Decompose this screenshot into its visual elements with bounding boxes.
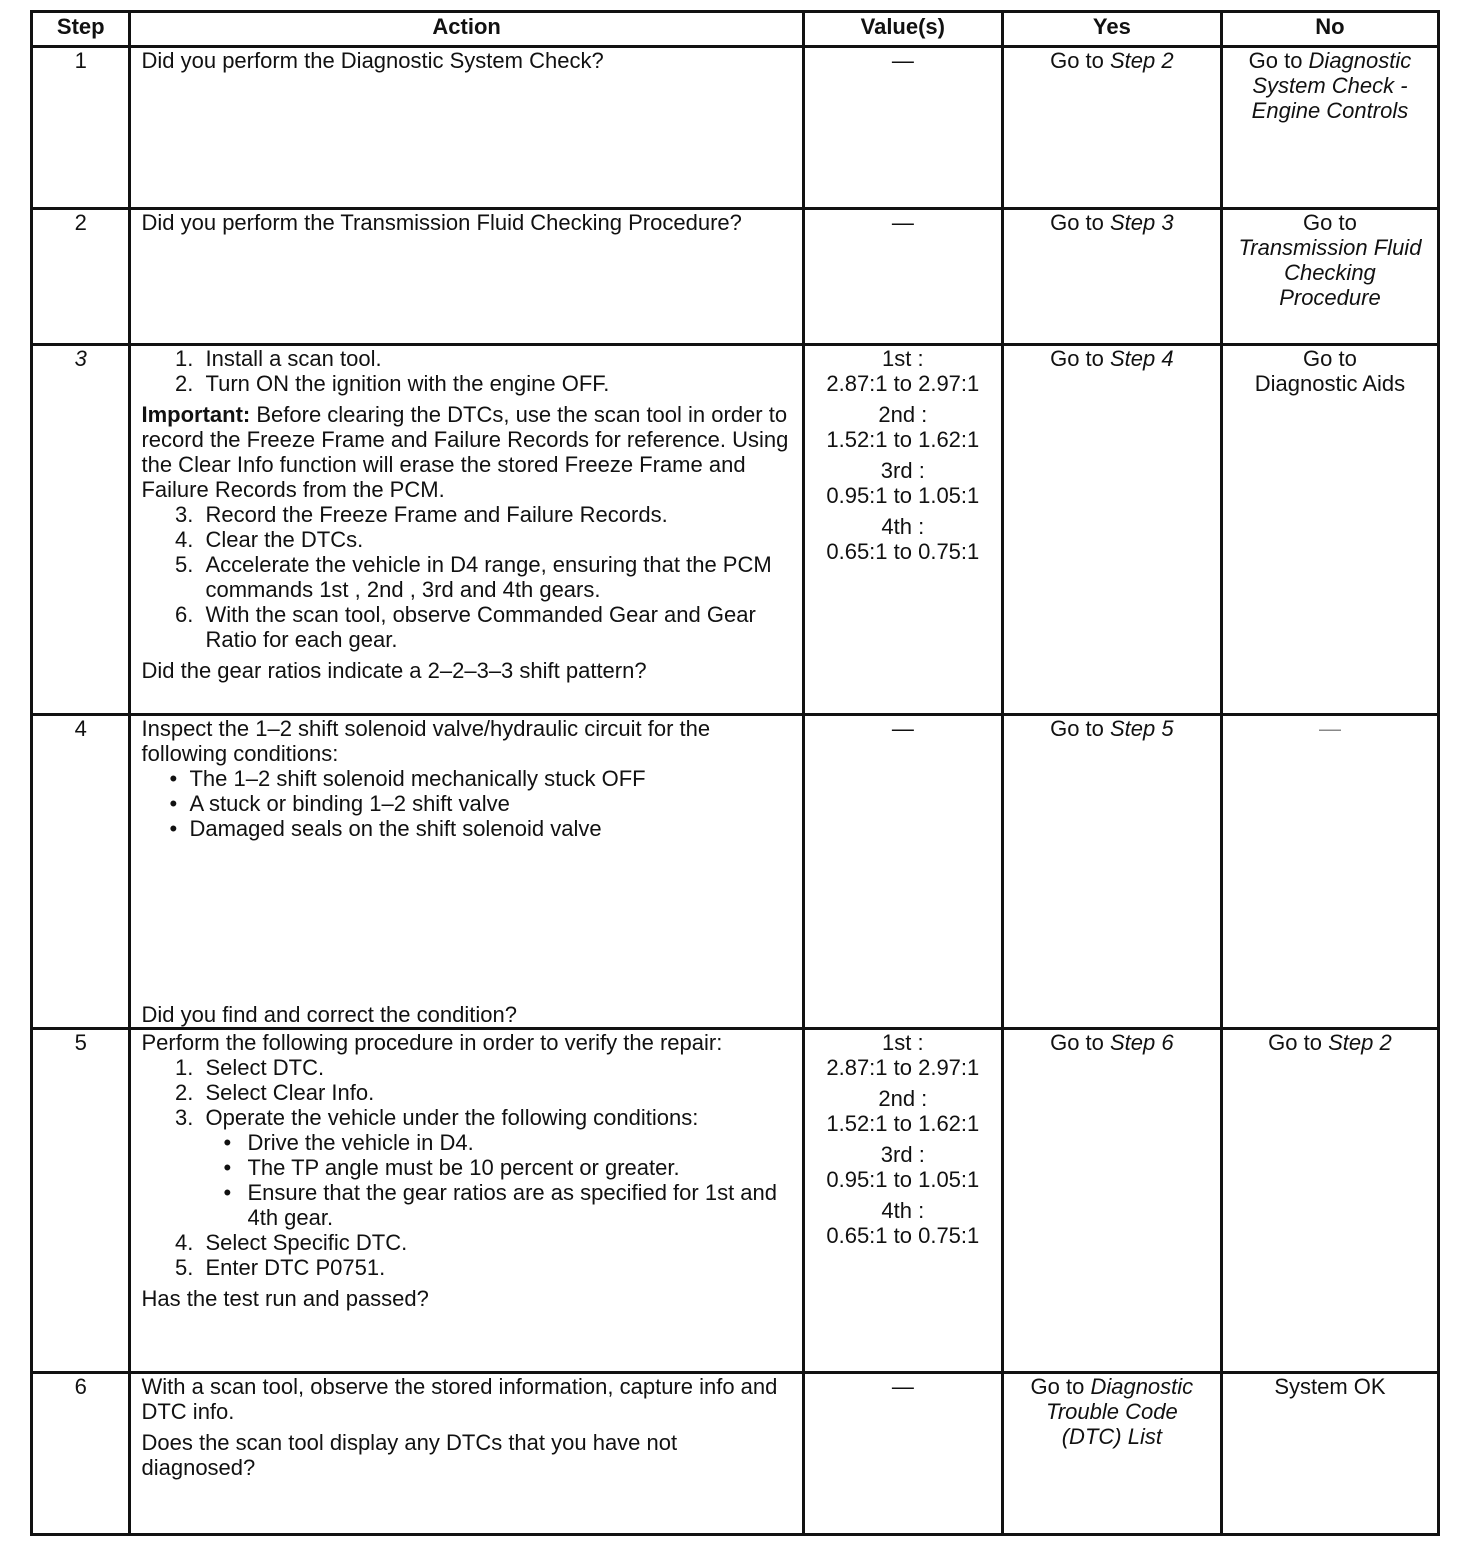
gear-range: 0.95:1 to 1.05:1 <box>826 483 980 508</box>
no-cell <box>1221 47 1438 209</box>
gear-label: 3rd : <box>880 458 925 483</box>
no-cell: — <box>1221 715 1438 1029</box>
no-link[interactable]: Step 2 <box>1328 1030 1392 1055</box>
value-cell: — <box>803 47 1002 209</box>
gear-label: 1st : <box>882 1030 924 1055</box>
action-content <box>141 716 791 1027</box>
action-cell <box>130 715 803 1029</box>
step-number: 6 <box>32 1373 130 1535</box>
table-row <box>32 1373 1439 1535</box>
header-no: No <box>1221 12 1438 47</box>
question-text: Does the scan tool display any DTCs that you have not diagnosed? <box>141 1430 678 1480</box>
condition-list <box>205 1130 791 1230</box>
table-row <box>32 1029 1439 1373</box>
list-item <box>199 1105 791 1230</box>
question-text: Has the test run and passed? <box>141 1286 429 1311</box>
yes-link[interactable]: Step 4 <box>1110 346 1174 371</box>
procedure-list <box>141 1055 791 1280</box>
gear-label: 1st : <box>882 346 924 371</box>
yes-link[interactable]: Step 6 <box>1110 1030 1174 1055</box>
list-item: • The 1–2 shift solenoid mechanically stuck OFF <box>189 766 791 791</box>
gear-range: 2.87:1 to 2.97:1 <box>826 1055 980 1080</box>
value-cell: — <box>803 1373 1002 1535</box>
yes-prefix: Go to <box>1050 346 1110 371</box>
list-item: 6. With the scan tool, observe Commanded Gear and Gear Ratio for each gear. <box>199 602 791 652</box>
list-item: 1. Install a scan tool. <box>199 346 791 371</box>
gear-ratio <box>815 1030 991 1080</box>
yes-cell <box>1002 1373 1221 1535</box>
list-item: 2. Turn ON the ignition with the engine OFF. <box>199 371 791 396</box>
yes-link[interactable]: Step 2 <box>1110 48 1174 73</box>
value-cell <box>803 345 1002 715</box>
action-cell <box>130 1029 803 1373</box>
important-note <box>141 402 791 502</box>
list-item: • The TP angle must be 10 percent or greater. <box>241 1155 791 1180</box>
gear-ratio <box>815 1198 991 1248</box>
no-cell <box>1221 209 1438 345</box>
intro-text: Inspect the 1–2 shift solenoid valve/hydraulic circuit for the following conditions: <box>141 716 711 766</box>
no-prefix: Go to <box>1303 346 1357 371</box>
list-item: 5. Enter DTC P0751. <box>199 1255 791 1280</box>
list-item: 4. Select Specific DTC. <box>199 1230 791 1255</box>
no-prefix: Go to <box>1248 48 1309 73</box>
gear-ratio <box>815 1086 991 1136</box>
question-text: Did the gear ratios indicate a 2–2–3–3 shift pattern? <box>141 658 647 683</box>
no-cell: System OK <box>1221 1373 1438 1535</box>
yes-link[interactable]: Step 5 <box>1110 716 1174 741</box>
no-link[interactable]: Transmission Fluid Checking Procedure <box>1238 235 1422 310</box>
header-values: Value(s) <box>803 12 1002 47</box>
step-number: 4 <box>32 715 130 1029</box>
gear-label: 2nd : <box>878 1086 928 1111</box>
gear-label: 2nd : <box>878 402 928 427</box>
yes-cell <box>1002 47 1221 209</box>
diagnostic-table <box>30 10 1440 1536</box>
list-item: • Damaged seals on the shift solenoid valve <box>189 816 791 841</box>
yes-cell <box>1002 715 1221 1029</box>
yes-prefix: Go to <box>1050 210 1110 235</box>
step-number: 2 <box>32 209 130 345</box>
list-item: 2. Select Clear Info. <box>199 1080 791 1105</box>
action-top <box>141 716 791 841</box>
yes-cell <box>1002 345 1221 715</box>
action-cell <box>130 47 803 209</box>
no-prefix: Go to <box>1303 210 1357 235</box>
question-text: Did you find and correct the condition? <box>141 1002 517 1027</box>
action-cell <box>130 345 803 715</box>
table-row <box>32 715 1439 1029</box>
yes-link[interactable]: Step 3 <box>1110 210 1174 235</box>
list-item-text: Operate the vehicle under the following conditions: <box>205 1105 699 1130</box>
procedure-list <box>141 346 791 396</box>
gear-range: 1.52:1 to 1.62:1 <box>826 427 980 452</box>
list-item: • A stuck or binding 1–2 shift valve <box>189 791 791 816</box>
gear-range: 1.52:1 to 1.62:1 <box>826 1111 980 1136</box>
gear-ratio <box>815 402 991 452</box>
yes-prefix: Go to <box>1050 48 1110 73</box>
procedure-list <box>141 502 791 652</box>
value-cell <box>803 1029 1002 1373</box>
table-row <box>32 209 1439 345</box>
question-text: Did you perform the Diagnostic System Check? <box>141 48 604 73</box>
list-item: 5. Accelerate the vehicle in D4 range, ensuring that the PCM commands 1st , 2nd , 3rd and 4th gears. <box>199 552 791 602</box>
step-number: 3 <box>32 345 130 715</box>
gear-ratio <box>815 458 991 508</box>
diagnostic-document <box>30 10 1440 1536</box>
no-link[interactable]: Diagnostic System Check - Engine Controls <box>1251 48 1412 123</box>
list-item: 3. Record the Freeze Frame and Failure Records. <box>199 502 791 527</box>
value-cell: — <box>803 209 1002 345</box>
list-item: • Drive the vehicle in D4. <box>241 1130 791 1155</box>
yes-prefix: Go to <box>1030 1374 1091 1399</box>
header-step: Step <box>32 12 130 47</box>
yes-link[interactable]: Diagnostic Trouble Code (DTC) List <box>1046 1374 1194 1449</box>
gear-label: 4th : <box>881 1198 925 1223</box>
action-cell <box>130 1373 803 1535</box>
list-item: 4. Clear the DTCs. <box>199 527 791 552</box>
gear-label: 4th : <box>881 514 925 539</box>
list-item: • Ensure that the gear ratios are as specified for 1st and 4th gear. <box>241 1180 791 1230</box>
gear-range: 0.95:1 to 1.05:1 <box>826 1167 980 1192</box>
condition-list <box>141 766 791 841</box>
yes-cell <box>1002 209 1221 345</box>
important-label: Important: <box>141 402 251 427</box>
gear-range: 0.65:1 to 0.75:1 <box>826 539 980 564</box>
header-yes: Yes <box>1002 12 1221 47</box>
step-number: 5 <box>32 1029 130 1373</box>
yes-cell <box>1002 1029 1221 1373</box>
header-row <box>32 12 1439 47</box>
question-text: Did you perform the Transmission Fluid Checking Procedure? <box>141 210 742 235</box>
yes-prefix: Go to <box>1050 716 1110 741</box>
header-action: Action <box>130 12 803 47</box>
table-row <box>32 345 1439 715</box>
intro-text: Perform the following procedure in order to verify the repair: <box>141 1030 723 1055</box>
yes-prefix: Go to <box>1050 1030 1110 1055</box>
no-cell <box>1221 345 1438 715</box>
info-text: With a scan tool, observe the stored information, capture info and DTC info. <box>141 1374 778 1424</box>
step-number: 1 <box>32 47 130 209</box>
gear-ratio <box>815 1142 991 1192</box>
gear-range: 0.65:1 to 0.75:1 <box>826 1223 980 1248</box>
list-item: 1. Select DTC. <box>199 1055 791 1080</box>
table-row <box>32 47 1439 209</box>
action-cell <box>130 209 803 345</box>
gear-ratio <box>815 514 991 564</box>
no-cell <box>1221 1029 1438 1373</box>
gear-ratio <box>815 346 991 396</box>
no-prefix: Go to <box>1268 1030 1329 1055</box>
value-cell: — <box>803 715 1002 1029</box>
important-text: Before clearing the DTCs, use the scan tool in order to record the Freeze Frame and Failure Records for reference. Using the Clear Info function will erase the stored Freeze Frame and Failure Records from the PCM. <box>141 402 789 502</box>
gear-range: 2.87:1 to 2.97:1 <box>826 371 980 396</box>
gear-label: 3rd : <box>880 1142 925 1167</box>
no-link[interactable]: Diagnostic Aids <box>1254 371 1406 396</box>
